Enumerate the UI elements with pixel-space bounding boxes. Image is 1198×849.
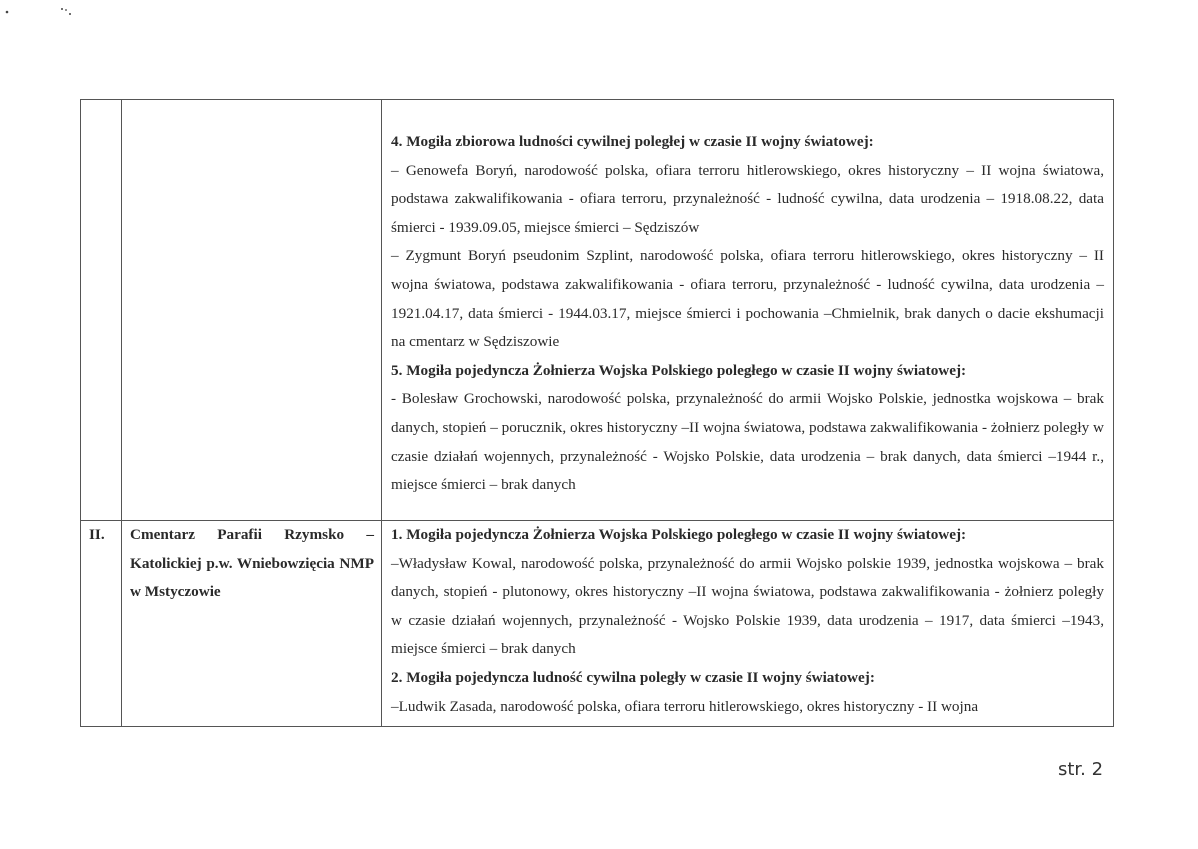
scan-speck-marks <box>0 0 120 30</box>
graves-description-cell <box>382 100 1114 521</box>
cemetery-name: Cmentarz Parafii Rzymsko – Katolickiej p.w. Wniebowzięcia NMP w Mstyczowie <box>130 526 374 601</box>
graves-description-cell <box>382 521 1114 727</box>
burial-sites-table <box>80 99 1114 727</box>
grave-heading: 4. Mogiła zbiorowa ludności cywilnej poległej w czasie II wojny światowej: <box>391 133 874 150</box>
grave-heading: 2. Mogiła pojedyncza ludność cywilna poległy w czasie II wojny światowej: <box>391 668 875 686</box>
number-cell <box>81 100 122 521</box>
table-row-continued <box>81 100 1114 521</box>
table-row-mstyczow <box>81 521 1114 727</box>
cemetery-cell <box>122 521 382 727</box>
cemetery-cell <box>122 100 382 521</box>
person-entry: – Zygmunt Boryń pseudonim Szplint, narodowość polska, ofiara terroru hitlerowskiego, okres historyczny – II wojna światowa, podstawa zakwalifikowania - ofiara terroru, przynależność - ludność cywilna, data urodzenia – 1921.04.17, data śmierci - 1944.03.17, miejsce śmierci i pochowania –Chmielnik, brak danych o dacie ekshumacji na cmentarz w Sędziszowie <box>391 247 1104 351</box>
person-entry: – Genowefa Boryń, narodowość polska, ofiara terroru hitlerowskiego, okres historyczny – II wojna światowa, podstawa zakwalifikowania - ofiara terroru, przynależność - ludność cywilna, data urodzenia – 1918.08.22, data śmierci - 1939.09.05, miejsce śmierci – Sędziszów <box>391 161 1104 236</box>
row-number: II. <box>89 526 105 543</box>
person-entry: –Ludwik Zasada, narodowość polska, ofiara terroru hitlerowskiego, okres historyczny - II wojna <box>391 697 979 715</box>
grave-heading: 1. Mogiła pojedyncza Żołnierza Wojska Polskiego poległego w czasie II wojny światowej: <box>391 526 967 543</box>
graves-list <box>382 100 1113 500</box>
page-number: str. 2 <box>1058 759 1104 780</box>
number-cell <box>81 521 122 727</box>
person-entry: - Bolesław Grochowski, narodowość polska, przynależność do armii Wojsko Polskie, jednostka wojskowa – brak danych, stopień – porucznik, okres historyczny –II wojna światowa, podstawa zakwalifikowania - żołnierz poległy w czasie działań wojennych, przynależność - Wojsko Polskie, data urodzenia – brak danych, data śmierci –1944 r., miejsce śmierci – brak danych <box>391 390 1104 494</box>
graves-list <box>382 521 1113 721</box>
person-entry: –Władysław Kowal, narodowość polska, przynależność do armii Wojsko polskie 1939, jednostka wojskowa – brak danych, stopień - plutonowy, okres historyczny –II wojna światowa, podstawa zakwalifikowania - żołnierz poległy w czasie działań wojennych, przynależność - Wojsko Polskie 1939, data urodzenia – 1917, data śmierci –1943, miejsce śmierci – brak danych <box>391 554 1104 658</box>
grave-heading: 5. Mogiła pojedyncza Żołnierza Wojska Polskiego poległego w czasie II wojny światowej: <box>391 361 967 379</box>
